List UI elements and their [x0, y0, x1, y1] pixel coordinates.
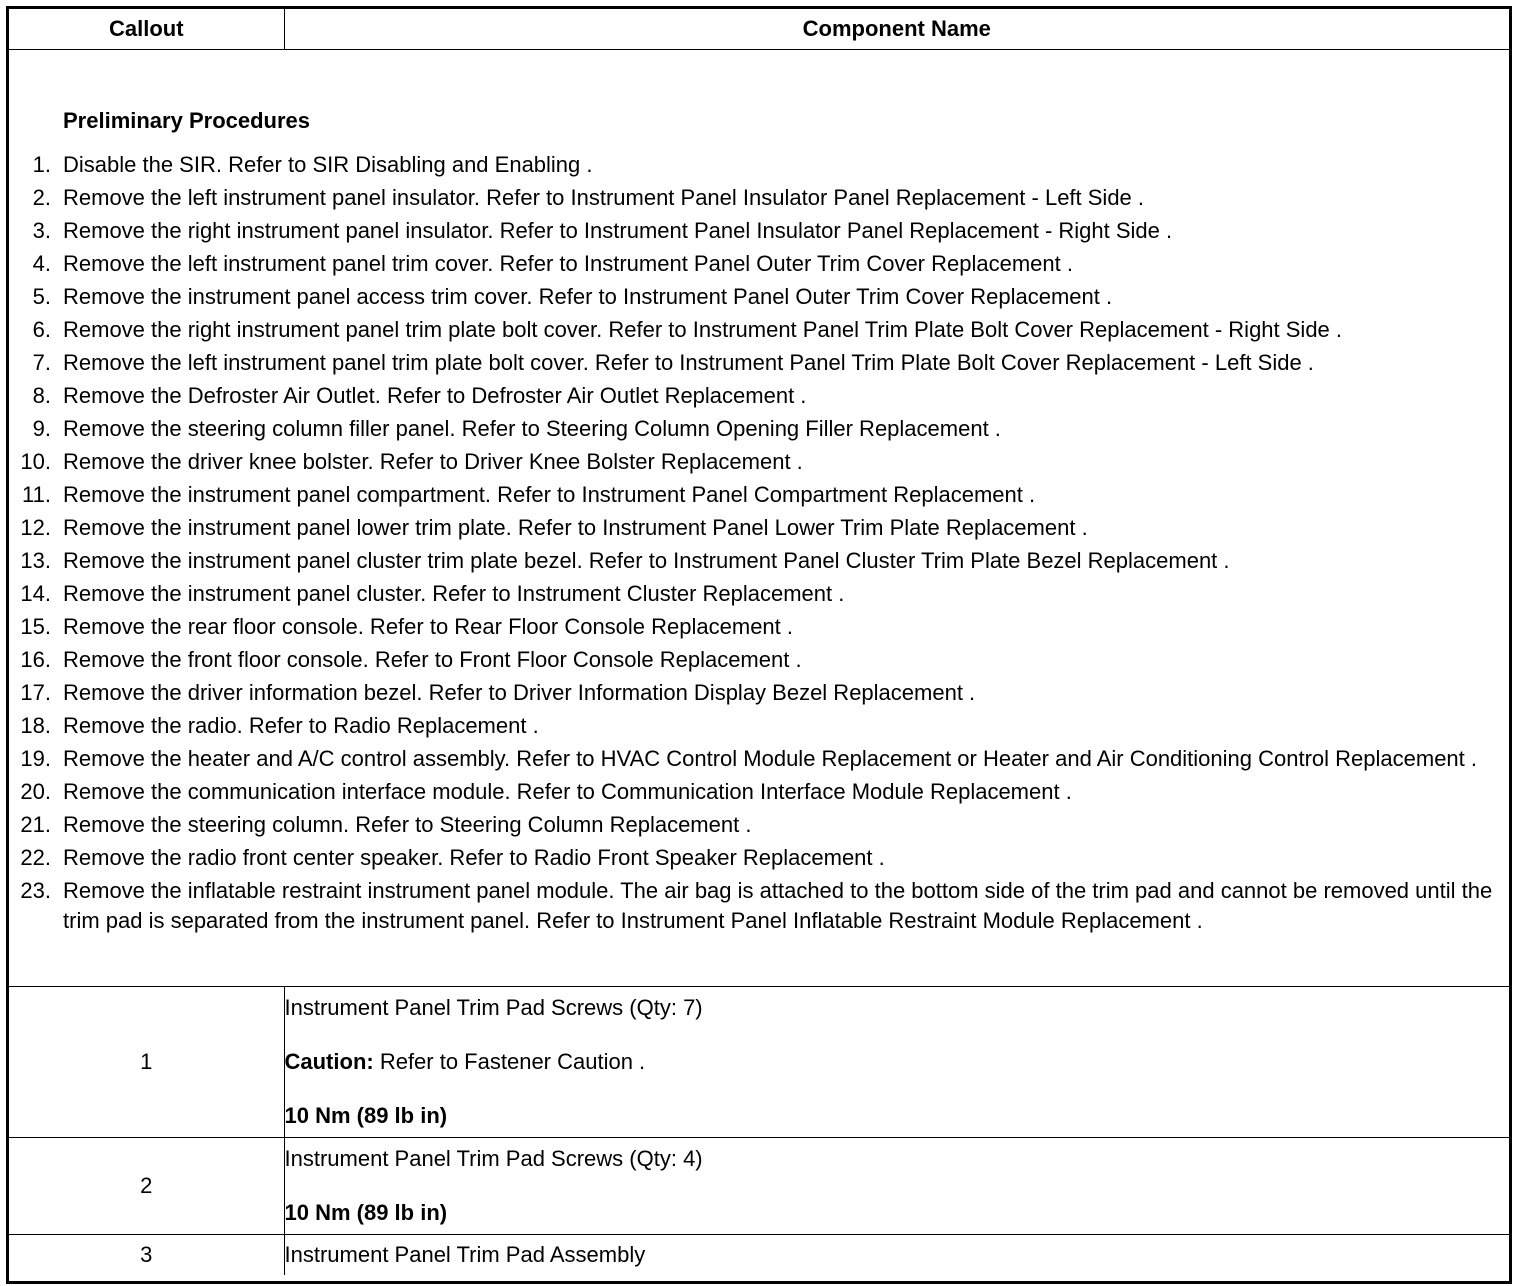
- caution-note: [285, 1047, 1510, 1077]
- table-row: [9, 1138, 1509, 1235]
- procedure-step: [9, 546, 1509, 576]
- step-text: Remove the steering column. Refer to Steering Column Replacement .: [63, 811, 752, 837]
- step-text: Remove the instrument panel access trim cover. Refer to Instrument Panel Outer Trim Cover Replacement .: [63, 283, 1113, 309]
- step-text: Remove the left instrument panel trim plate bolt cover. Refer to Instrument Panel Trim Plate Bolt Cover Replacement - Left Side .: [63, 349, 1314, 375]
- step-number: 23.: [20, 877, 51, 903]
- procedure-step: [9, 744, 1509, 774]
- step-text: Remove the instrument panel lower trim plate. Refer to Instrument Panel Lower Trim Plate Replacement .: [63, 514, 1088, 540]
- step-text: Remove the instrument panel cluster trim plate bezel. Refer to Instrument Panel Cluster Trim Plate Bezel Replacement .: [63, 547, 1230, 573]
- step-number: 10.: [20, 448, 51, 474]
- procedure-step: [9, 414, 1509, 444]
- procedure-step: [9, 150, 1509, 180]
- table-row: [9, 1235, 1509, 1276]
- component-cell: [284, 1138, 1509, 1235]
- step-number: 18.: [20, 712, 51, 738]
- step-number: 8.: [32, 382, 51, 408]
- procedure-step: [9, 513, 1509, 543]
- preliminary-cell: [9, 50, 1509, 987]
- step-number: 9.: [32, 415, 51, 441]
- table-header-row: [9, 9, 1509, 50]
- step-number: 2.: [32, 184, 51, 210]
- step-number: 19.: [20, 745, 51, 771]
- step-text: Remove the radio front center speaker. Refer to Radio Front Speaker Replacement .: [63, 844, 885, 870]
- component-name: Instrument Panel Trim Pad Screws (Qty: 4): [284, 1146, 703, 1171]
- callout-number: 1: [9, 987, 284, 1138]
- step-text: Remove the radio. Refer to Radio Replacement .: [63, 712, 539, 738]
- callout-number: 3: [9, 1235, 284, 1276]
- step-text: Remove the right instrument panel insulator. Refer to Instrument Panel Insulator Panel Replacement - Right Side .: [63, 217, 1173, 243]
- procedure-step: [9, 381, 1509, 411]
- preliminary-steps-list: [9, 150, 1509, 936]
- step-number: 20.: [20, 778, 51, 804]
- torque-spec: 10 Nm (89 lb in): [284, 1200, 448, 1225]
- procedure-step: [9, 843, 1509, 873]
- procedure-step: [9, 249, 1509, 279]
- step-text: Remove the steering column filler panel. Refer to Steering Column Opening Filler Replacement .: [63, 415, 1001, 441]
- step-number: 17.: [20, 679, 51, 705]
- step-text: Remove the driver information bezel. Refer to Driver Information Display Bezel Replacement .: [63, 679, 976, 705]
- procedure-step: [9, 645, 1509, 675]
- step-number: 5.: [32, 283, 51, 309]
- component-name: Instrument Panel Trim Pad Assembly: [284, 1242, 646, 1267]
- component-table: [9, 9, 1509, 1275]
- procedure-step: [9, 183, 1509, 213]
- step-text: Disable the SIR. Refer to SIR Disabling and Enabling .: [63, 151, 593, 177]
- document-sheet: [6, 6, 1512, 1284]
- procedure-step: [9, 480, 1509, 510]
- preliminary-row: [9, 50, 1509, 987]
- step-number: 4.: [32, 250, 51, 276]
- procedure-step: [9, 447, 1509, 477]
- step-text: Remove the inflatable restraint instrument panel module. The air bag is attached to the bottom side of the trim pad and cannot be removed until the trim pad is separated from the instrument panel. Refer to Instrument Panel Inflatable Restraint Module Replacement .: [63, 877, 1493, 933]
- table-row: [9, 987, 1509, 1138]
- procedure-step: [9, 678, 1509, 708]
- step-text: Remove the heater and A/C control assembly. Refer to HVAC Control Module Replacement or Heater and Air Conditioning Control Replacement .: [63, 745, 1478, 771]
- step-text: Remove the driver knee bolster. Refer to Driver Knee Bolster Replacement .: [63, 448, 803, 474]
- step-number: 21.: [20, 811, 51, 837]
- caution-label: Caution:: [284, 1049, 374, 1074]
- callout-number: 2: [9, 1138, 284, 1235]
- procedure-step: [9, 315, 1509, 345]
- step-number: 15.: [20, 613, 51, 639]
- procedure-step: [9, 579, 1509, 609]
- procedure-step: [9, 348, 1509, 378]
- step-text: Remove the right instrument panel trim plate bolt cover. Refer to Instrument Panel Trim Plate Bolt Cover Replacement - Right Side .: [63, 316, 1343, 342]
- step-text: Remove the front floor console. Refer to Front Floor Console Replacement .: [63, 646, 802, 672]
- step-number: 1.: [32, 151, 51, 177]
- step-text: Remove the instrument panel cluster. Refer to Instrument Cluster Replacement .: [63, 580, 845, 606]
- step-text: Remove the left instrument panel trim cover. Refer to Instrument Panel Outer Trim Cover Replacement .: [63, 250, 1073, 276]
- procedure-step: [9, 777, 1509, 807]
- step-number: 22.: [20, 844, 51, 870]
- callout-column-header: Callout: [9, 9, 284, 50]
- caution-text: Refer to Fastener Caution .: [373, 1049, 646, 1074]
- step-number: 11.: [22, 481, 51, 507]
- step-number: 13.: [20, 547, 51, 573]
- step-text: Remove the instrument panel compartment. Refer to Instrument Panel Compartment Replacement .: [63, 481, 1036, 507]
- step-number: 14.: [20, 580, 51, 606]
- component-name: Instrument Panel Trim Pad Screws (Qty: 7): [284, 995, 703, 1020]
- step-number: 7.: [32, 349, 51, 375]
- step-number: 6.: [32, 316, 51, 342]
- step-text: Remove the Defroster Air Outlet. Refer to Defroster Air Outlet Replacement .: [63, 382, 807, 408]
- procedure-step: [9, 711, 1509, 741]
- torque-spec: 10 Nm (89 lb in): [284, 1103, 448, 1128]
- step-text: Remove the rear floor console. Refer to Rear Floor Console Replacement .: [63, 613, 794, 639]
- procedure-step: [9, 216, 1509, 246]
- step-number: 3.: [32, 217, 51, 243]
- procedure-step: [9, 282, 1509, 312]
- component-cell: [284, 987, 1509, 1138]
- step-text: Remove the left instrument panel insulator. Refer to Instrument Panel Insulator Panel Replacement - Left Side .: [63, 184, 1145, 210]
- procedure-step: [9, 612, 1509, 642]
- step-text: Remove the communication interface module. Refer to Communication Interface Module Replacement .: [63, 778, 1072, 804]
- procedure-step: [9, 810, 1509, 840]
- step-number: 12.: [20, 514, 51, 540]
- preliminary-title: Preliminary Procedures: [63, 107, 311, 133]
- component-cell: [284, 1235, 1509, 1276]
- procedure-step: [9, 876, 1509, 936]
- step-number: 16.: [20, 646, 51, 672]
- component-name-column-header: Component Name: [284, 9, 1509, 50]
